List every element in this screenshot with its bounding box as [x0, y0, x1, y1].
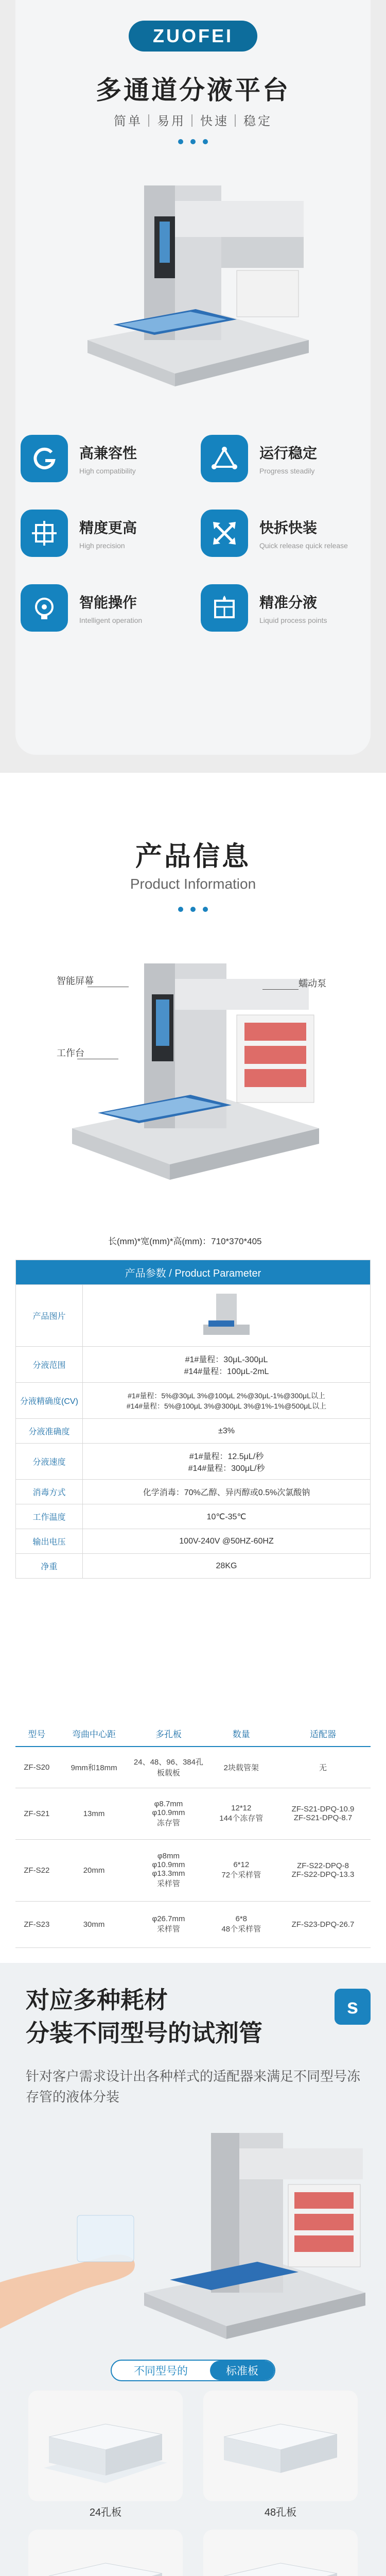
pill-standard-plates: [111, 2360, 275, 2381]
hand-holding-plate-image: [0, 2179, 165, 2349]
machine-consumables-image: [134, 2117, 371, 2344]
parameter-table-header: 产品参数 / Product Parameter: [16, 1260, 371, 1285]
swap-arrows-icon: [201, 510, 248, 557]
consumables-badge-icon: s: [335, 1989, 371, 2025]
param-value: #1#量程：12.5μL/秒 #14#量程：300μL/秒: [83, 1444, 371, 1480]
model-table: [15, 1721, 371, 1948]
feature-quick-release: [201, 502, 365, 564]
feature-sub: Progress steadily: [259, 467, 315, 475]
param-value: #1#量程：5%@30μL 3%@100μL 2%@30μL-1%@300μL以上 #14#量程：5%@100μL 3%@300μL 3%@1%-1%@500μL以上: [83, 1383, 371, 1419]
dimensions-text: 长(mm)*宽(mm)*高(mm)：710*370*405: [108, 1236, 262, 1246]
consumables-section: [0, 1963, 386, 2576]
feature-dispense: [201, 577, 365, 639]
brain-icon: [21, 584, 68, 632]
feature-title: 智能操作: [79, 595, 137, 611]
model-col-header: 多孔板: [130, 1721, 207, 1747]
feature-stable: [201, 428, 365, 489]
consumables-description: 针对客户需求设计出各种样式的适配器来满足不同型号冻存管的液体分装: [26, 2069, 361, 2105]
feature-precision: [21, 502, 185, 564]
callout-line: [262, 989, 299, 990]
model-col-header: 适配器: [275, 1721, 371, 1747]
model-cell: φ8mm φ10.9mm φ13.3mm 采样管: [130, 1839, 207, 1901]
model-cell: 12*12 144个冻存管: [207, 1788, 275, 1839]
plate-label: 24孔板: [89, 2507, 122, 2518]
pill-text: 不同型号的: [134, 2365, 188, 2377]
feature-sub: High precision: [79, 541, 125, 550]
param-value: 10℃-35℃: [83, 1504, 371, 1529]
param-label: 分液速度: [16, 1444, 83, 1480]
param-value: ±3%: [83, 1419, 371, 1444]
feature-compatibility: [21, 428, 185, 489]
feature-sub: High compatibility: [79, 467, 136, 475]
plate-96-image: [28, 2530, 183, 2576]
table-row: [15, 1788, 371, 1839]
model-cell: 30mm: [58, 1901, 130, 1947]
parameter-table: [15, 1260, 371, 1579]
consumables-title-line1: 对应多种耗材: [26, 1987, 168, 2013]
model-cell: ZF-S23: [15, 1901, 58, 1947]
product-thumbnail: [198, 1289, 255, 1340]
brand-logo: [129, 21, 257, 52]
model-cell: 无: [275, 1747, 371, 1788]
param-value: 28KG: [83, 1554, 371, 1579]
feature-title: 精度更高: [79, 520, 137, 536]
table-row: [15, 1839, 371, 1901]
model-cell: ZF-S20: [15, 1747, 58, 1788]
brand-logo-text: ZUOFEI: [153, 25, 233, 46]
plate-384-image: [203, 2530, 358, 2576]
model-cell: φ8.7mm φ10.9mm 冻存管: [130, 1788, 207, 1839]
param-product-image: [83, 1285, 371, 1347]
feature-title: 运行稳定: [259, 445, 318, 461]
param-label: 净重: [16, 1554, 83, 1579]
param-label: 分液范围: [16, 1347, 83, 1383]
param-label: 产品图片: [16, 1285, 83, 1347]
model-cell: 13mm: [58, 1788, 130, 1839]
param-value: #1#量程：30μL-300μL #14#量程：100μL-2mL: [83, 1347, 371, 1383]
param-value: 100V-240V @50HZ-60HZ: [83, 1529, 371, 1554]
machine-image: [67, 170, 324, 392]
model-cell: ZF-S21: [15, 1788, 58, 1839]
callout-pump: 蠕动泵: [299, 978, 326, 989]
model-col-header: 数量: [207, 1721, 275, 1747]
model-cell: ZF-S22: [15, 1839, 58, 1901]
model-cell: 6*12 72个采样管: [207, 1839, 275, 1901]
consumables-title: [26, 1984, 262, 2049]
feature-title: 精准分液: [259, 595, 318, 611]
info-title: 产品信息: [135, 842, 251, 872]
model-cell: ZF-S22-DPQ-8 ZF-S22-DPQ-13.3: [275, 1839, 371, 1901]
model-cell: 6*8 48个采样管: [207, 1901, 275, 1947]
model-col-header: 弯曲中心距: [58, 1721, 130, 1747]
model-cell: ZF-S23-DPQ-26.7: [275, 1901, 371, 1947]
param-label: 分液精确度(CV): [16, 1383, 83, 1419]
model-cell: 2块载管架: [207, 1747, 275, 1788]
feature-sub: Quick release quick release: [259, 541, 348, 550]
param-label: 工作温度: [16, 1504, 83, 1529]
feature-intelligent: [21, 577, 185, 639]
callout-screen: 智能屏幕: [57, 976, 94, 986]
param-label: 消毒方式: [16, 1480, 83, 1504]
callout-table: 工作台: [57, 1048, 84, 1058]
pill-highlight: 标准板: [210, 2361, 274, 2380]
target-icon: [21, 510, 68, 557]
feature-sub: Intelligent operation: [79, 616, 143, 624]
hero-section: [0, 0, 386, 773]
param-value: 化学消毒：70%乙醇、异丙醇或0.5%次氯酸钠: [83, 1480, 371, 1504]
model-cell: ZF-S21-DPQ-10.9 ZF-S21-DPQ-8.7: [275, 1788, 371, 1839]
info-subtitle: Product Information: [130, 876, 256, 892]
hero-subtitle: 简单｜易用｜快速｜稳定: [114, 114, 272, 128]
plate-label: 48孔板: [264, 2507, 297, 2518]
model-cell: φ26.7mm 采样管: [130, 1901, 207, 1947]
triangle-nodes-icon: [201, 435, 248, 482]
table-row: [15, 1901, 371, 1947]
model-cell: 24、48、96、384孔板载板: [130, 1747, 207, 1788]
hero-title: 多通道分液平台: [96, 76, 290, 105]
info-dots: [178, 907, 208, 912]
model-cell: 9mm和18mm: [58, 1747, 130, 1788]
model-col-header: 型号: [15, 1721, 58, 1747]
hero-dots: [178, 139, 208, 144]
feature-title: 高兼容性: [79, 445, 137, 461]
table-row: [15, 1747, 371, 1788]
plate-48-image: [203, 2391, 358, 2501]
consumables-title-line2: 分装不同型号的试剂管: [26, 2020, 262, 2046]
plate-24-image: [28, 2391, 183, 2501]
param-label: 分液准确度: [16, 1419, 83, 1444]
model-cell: 20mm: [58, 1839, 130, 1901]
feature-sub: Liquid process points: [259, 616, 327, 624]
feature-title: 快拆快装: [259, 520, 318, 536]
drop-grid-icon: [201, 584, 248, 632]
param-label: 输出电压: [16, 1529, 83, 1554]
g-letter-icon: [21, 435, 68, 482]
